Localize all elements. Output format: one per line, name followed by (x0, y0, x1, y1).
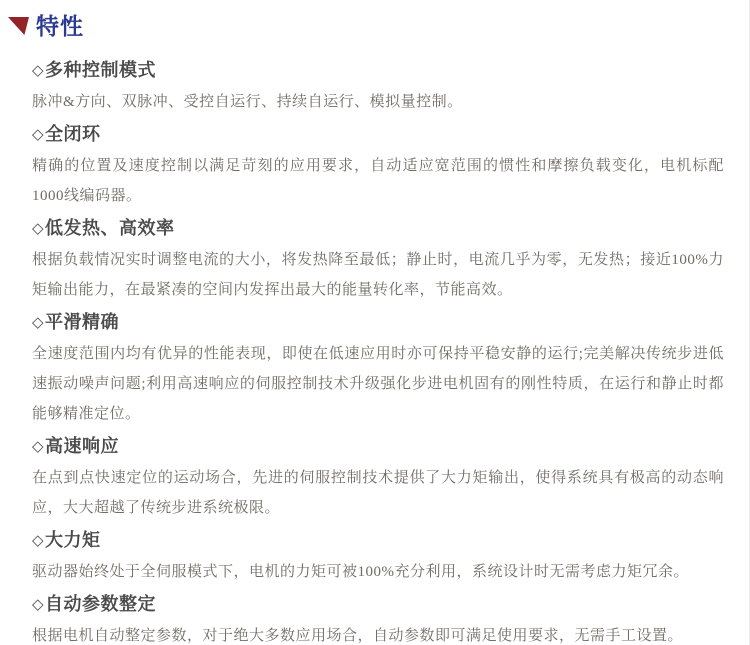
diamond-bullet-icon: ◇ (32, 596, 45, 613)
feature-heading-text: 平滑精确 (45, 312, 120, 332)
diamond-bullet-icon: ◇ (32, 532, 45, 549)
feature-heading-text: 高速响应 (45, 436, 120, 456)
diamond-bullet-icon: ◇ (32, 62, 45, 79)
feature-description: 脉冲&方向、双脉冲、受控自运行、持续自运行、模拟量控制。 (32, 94, 463, 110)
feature-description: 根据电机自动整定参数，对于绝大多数应用场合，自动参数即可满足使用要求，无需手工设置。 (32, 628, 684, 644)
feature-heading-text: 低发热、高效率 (45, 218, 175, 238)
feature-heading (32, 431, 724, 463)
feature-heading (32, 589, 724, 621)
page-title-row (32, 12, 724, 40)
feature-sections-list (32, 55, 724, 645)
diamond-bullet-icon: ◇ (32, 438, 45, 455)
feature-description: 根据负载情况实时调整电流的大小，将发热降至最低；静止时，电流几乎为零，无发热；接近100%力矩输出能力，在最紧凑的空间内发挥出最大的能量转化率，节能高效。 (32, 252, 724, 298)
feature-section (32, 589, 724, 645)
feature-description: 在点到点快速定位的运动场合，先进的伺服控制技术提供了大力矩输出，使得系统具有极高的动态响应，大大超越了传统步进系统极限。 (32, 470, 724, 516)
diamond-bullet-icon: ◇ (32, 126, 45, 143)
feature-heading (32, 55, 724, 87)
feature-heading-text: 全闭环 (45, 124, 101, 144)
feature-section (32, 431, 724, 523)
page-title: 特性 (36, 13, 84, 39)
feature-section (32, 213, 724, 305)
feature-heading (32, 213, 724, 245)
feature-heading (32, 307, 724, 339)
feature-heading (32, 525, 724, 557)
feature-description: 精确的位置及速度控制以满足苛刻的应用要求，自动适应宽范围的惯性和摩擦负载变化，电机标配1000线编码器。 (32, 158, 724, 204)
feature-section (32, 307, 724, 429)
feature-section (32, 55, 724, 117)
red-flag-triangle-icon (8, 17, 29, 35)
feature-heading-text: 自动参数整定 (45, 594, 157, 614)
feature-heading-text: 多种控制模式 (45, 60, 157, 80)
diamond-bullet-icon: ◇ (32, 220, 45, 237)
diamond-bullet-icon: ◇ (32, 314, 45, 331)
feature-section (32, 525, 724, 587)
feature-description: 驱动器始终处于全伺服模式下，电机的力矩可被100%充分利用，系统设计时无需考虑力矩冗余。 (32, 564, 689, 580)
feature-section (32, 119, 724, 211)
feature-heading (32, 119, 724, 151)
feature-heading-text: 大力矩 (45, 530, 101, 550)
feature-description: 全速度范围内均有优异的性能表现，即使在低速应用时亦可保持平稳安静的运行;完美解决传统步进低速振动噪声问题;利用高速响应的伺服控制技术升级强化步进电机固有的刚性特质，在运行和静止时都能够精准定位。 (32, 346, 724, 422)
